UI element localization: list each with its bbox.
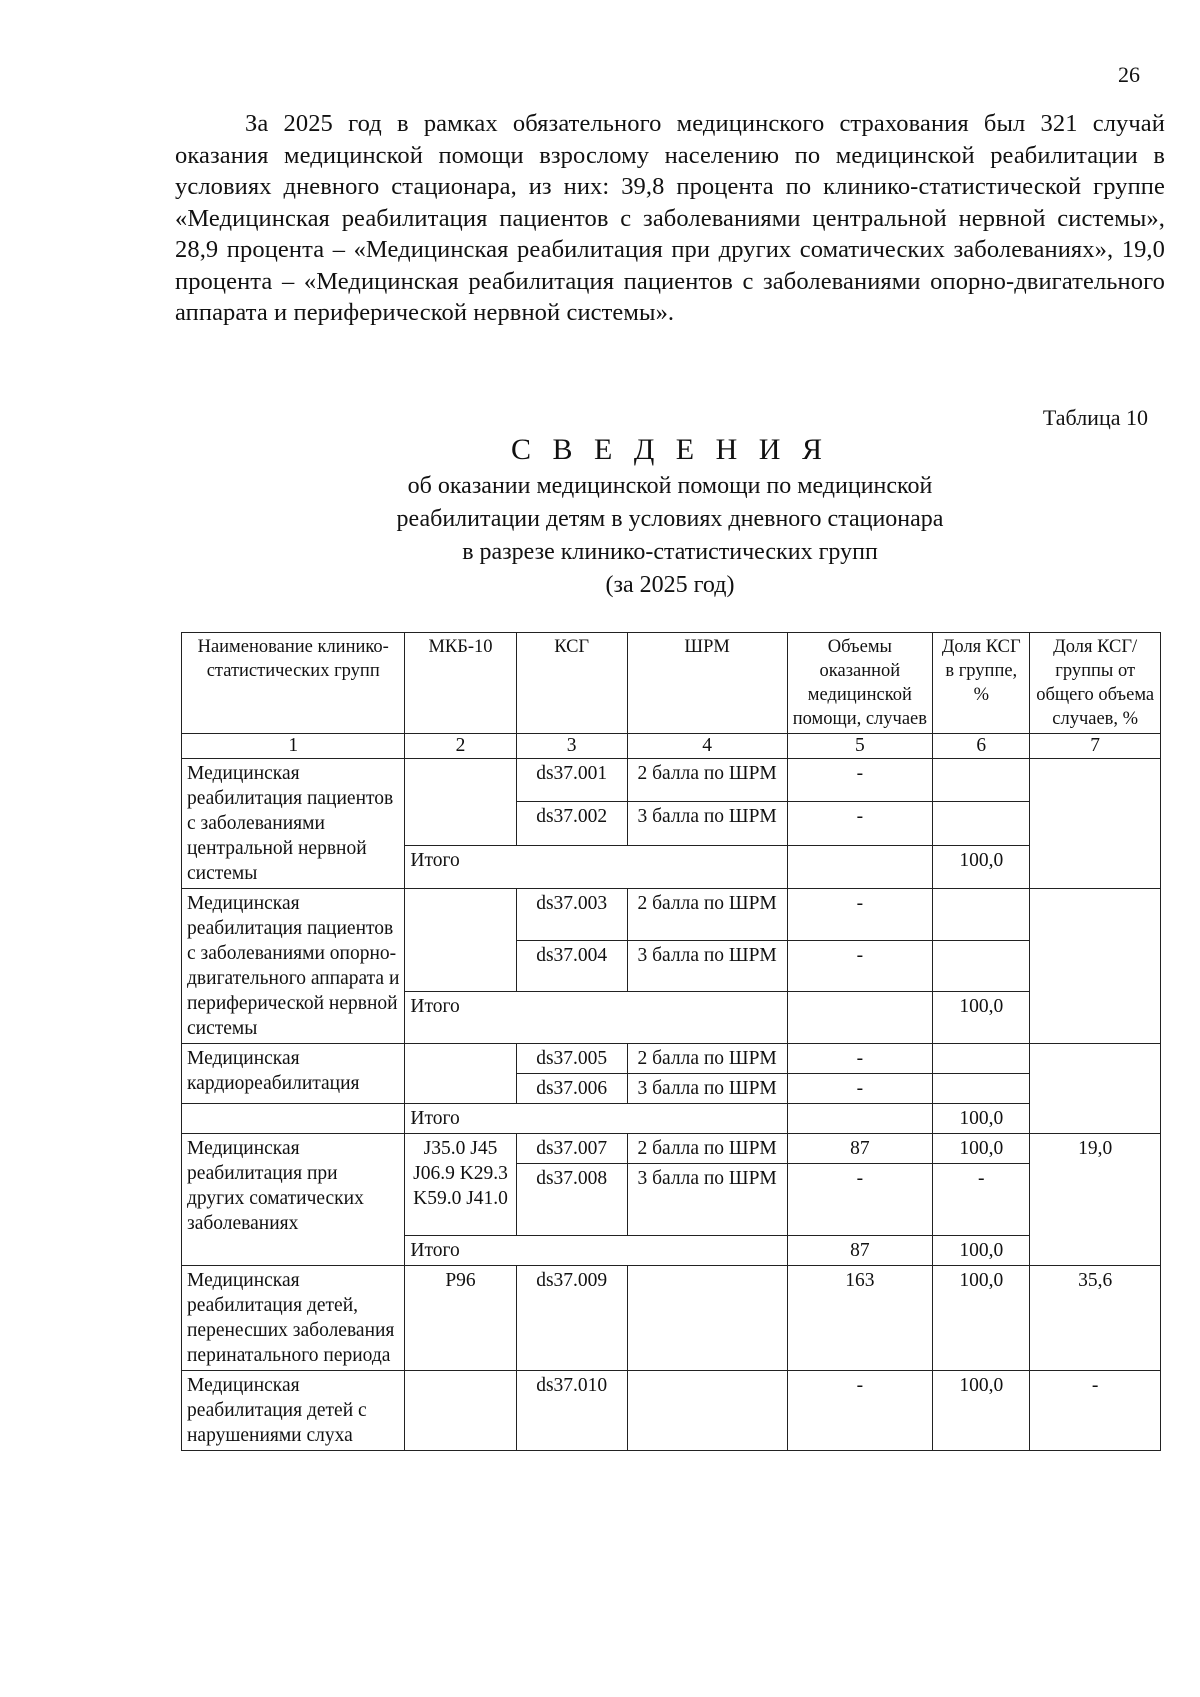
total-volume [787,992,933,1044]
ksg-share-value: 100,0 [933,1134,1030,1164]
ksg-code: ds37.005 [516,1044,627,1074]
ksg-share-value [933,1074,1030,1104]
group-share-value [1030,759,1161,889]
heading-subtitle-line: в разрезе клинико-статистических групп [462,539,878,565]
column-number: 4 [627,734,787,759]
column-number-row [182,734,1161,759]
ksg-share-value [933,802,1030,845]
shrm-score: 3 балла по ШРМ [627,802,787,845]
table-number: Таблица 10 [1042,405,1148,430]
group-share-value: 19,0 [1030,1134,1161,1266]
ksg-share-value: 100,0 [933,1371,1030,1451]
volume-value: 87 [787,1134,933,1164]
shrm-score: 2 балла по ШРМ [627,759,787,802]
ksg-share-value [933,1044,1030,1074]
header-group-name: Наименование клинико-статистических групп [182,633,405,734]
total-share: 100,0 [933,1104,1030,1134]
table-row [182,1134,1161,1164]
column-number: 3 [516,734,627,759]
total-volume [787,845,933,888]
table-row [182,1266,1161,1371]
column-number: 7 [1030,734,1161,759]
ksg-code: ds37.003 [516,889,627,941]
group-name: Медицинская реабилитация детей с нарушениями слуха [182,1371,405,1451]
column-number: 1 [182,734,405,759]
mkb-codes [405,1044,516,1104]
volume-value: - [787,940,933,992]
heading-subtitle-line: реабилитации детям в условиях дневного стационара [396,506,944,532]
volume-value: 163 [787,1266,933,1371]
heading-subtitle-line: об оказании медицинской помощи по медицинской [407,473,933,499]
header-shrm: ШРМ [627,633,787,734]
table-header-row [182,633,1161,734]
ksg-statistics-table [181,632,1161,1451]
total-share: 100,0 [933,1236,1030,1266]
shrm-score: 3 балла по ШРМ [627,1074,787,1104]
ksg-code: ds37.006 [516,1074,627,1104]
volume-value: - [787,1044,933,1074]
ksg-code: ds37.004 [516,940,627,992]
heading-title: С В Е Д Е Н И Я [511,433,829,466]
table-heading [175,430,1165,602]
ksg-code: ds37.008 [516,1164,627,1236]
group-name: Медицинская реабилитация детей, перенесших заболевания перинатального периода [182,1266,405,1371]
group-name: Медицинская кардиореабилитация [182,1044,405,1104]
header-mkb: МКБ-10 [405,633,516,734]
total-label: Итого [405,1236,787,1266]
volume-value: - [787,1074,933,1104]
total-label: Итого [405,1104,787,1134]
ksg-code: ds37.009 [516,1266,627,1371]
ksg-share-value [933,759,1030,802]
ksg-share-value [933,940,1030,992]
group-share-value [1030,1044,1161,1134]
ksg-code: ds37.007 [516,1134,627,1164]
column-number: 6 [933,734,1030,759]
empty-cell [182,1104,405,1134]
volume-value: - [787,759,933,802]
total-volume: 87 [787,1236,933,1266]
shrm-score [627,1371,787,1451]
group-share-value [1030,889,1161,1044]
shrm-score: 2 балла по ШРМ [627,889,787,941]
ksg-share-value: 100,0 [933,1266,1030,1371]
ksg-share-value: - [933,1164,1030,1236]
group-name: Медицинская реабилитация пациентов с заболеваниями центральной нервной системы [182,759,405,889]
mkb-codes [405,889,516,992]
page-number: 26 [1118,62,1140,87]
mkb-codes: P96 [405,1266,516,1371]
column-number: 5 [787,734,933,759]
volume-value: - [787,802,933,845]
shrm-score: 2 балла по ШРМ [627,1134,787,1164]
volume-value: - [787,1164,933,1236]
header-ksg-share: Доля КСГ в группе, % [933,633,1030,734]
shrm-score: 2 балла по ШРМ [627,1044,787,1074]
header-volume: Объемы оказанной медицинской помощи, случаев [787,633,933,734]
ksg-code: ds37.001 [516,759,627,802]
total-label: Итого [405,845,787,888]
group-name: Медицинская реабилитация пациентов с заболеваниями опорно-двигательного аппарата и периферической нервной системы [182,889,405,1044]
column-number: 2 [405,734,516,759]
shrm-score: 3 балла по ШРМ [627,940,787,992]
total-share: 100,0 [933,845,1030,888]
total-share: 100,0 [933,992,1030,1044]
ksg-share-value [933,889,1030,941]
heading-subtitle-line: (за 2025 год) [605,572,735,598]
ksg-code: ds37.002 [516,802,627,845]
group-name: Медицинская реабилитация при других соматических заболеваниях [182,1134,405,1266]
table-row [182,1371,1161,1451]
intro-paragraph: За 2025 год в рамках обязательного медицинского страхования был 321 случай оказания медицинской помощи взрослому населению по медицинской реабилитации в условиях дневного стационара, из них: 39,8 процента по клинико-статистической группе «Медицинская реабилитация пациентов с заболеваниями центральной нервной системы», 28,9 процента – «Медицинская реабилитация при других соматических заболеваниях», 19,0 процента – «Медицинская реабилитация пациентов с заболеваниями опорно-двигательного аппарата и периферической нервной системы». [175,110,1165,326]
mkb-codes [405,759,516,846]
total-volume [787,1104,933,1134]
mkb-codes [405,1371,516,1451]
shrm-score [627,1266,787,1371]
mkb-codes: J35.0 J45 J06.9 K29.3 K59.0 J41.0 [405,1134,516,1236]
group-share-value: - [1030,1371,1161,1451]
ksg-code: ds37.010 [516,1371,627,1451]
total-label: Итого [405,992,787,1044]
group-share-value: 35,6 [1030,1266,1161,1371]
table-row [182,1044,1161,1074]
shrm-score: 3 балла по ШРМ [627,1164,787,1236]
header-group-share: Доля КСГ/группы от общего объема случаев, % [1030,633,1161,734]
volume-value: - [787,889,933,941]
table-row [182,759,1161,802]
total-row [182,1104,1161,1134]
table-row [182,889,1161,941]
volume-value: - [787,1371,933,1451]
header-ksg: КСГ [516,633,627,734]
